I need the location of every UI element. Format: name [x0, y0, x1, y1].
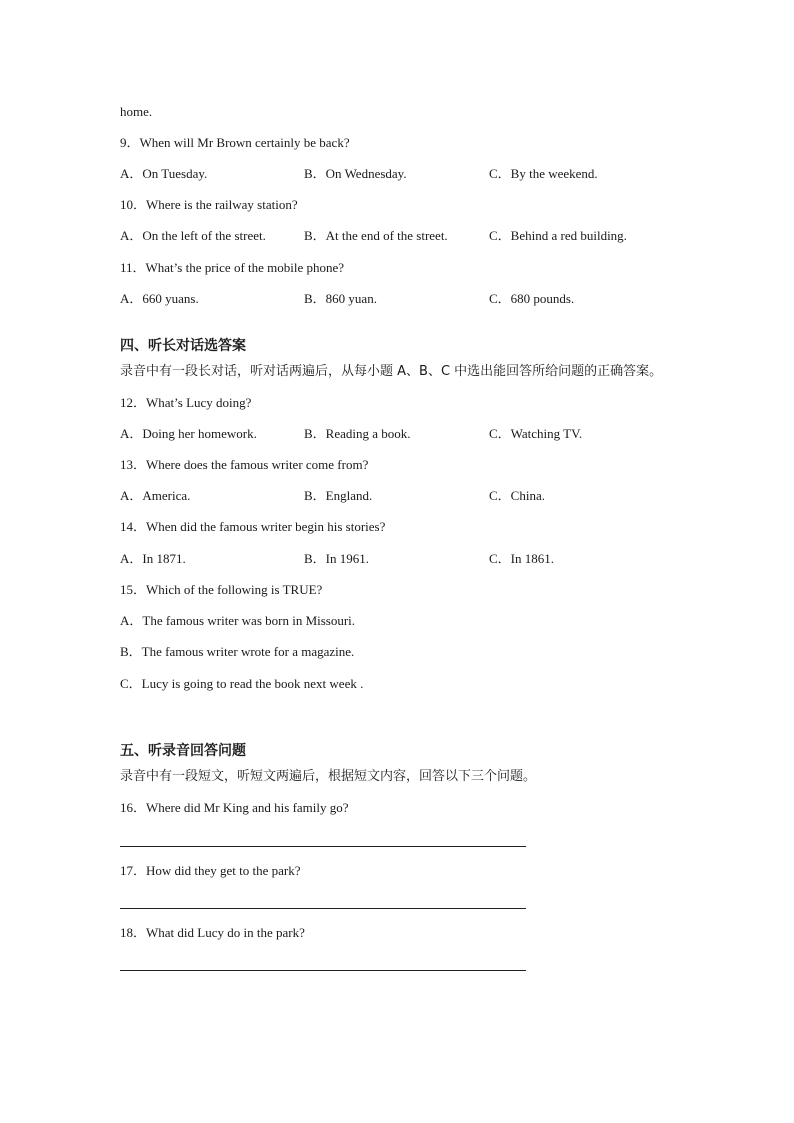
question-10: 10．Where is the railway station? — [120, 197, 298, 212]
q18-answer-line[interactable] — [120, 970, 526, 971]
question-14: 14．When did the famous writer begin his stories? — [120, 519, 386, 534]
q12-option-b: B．Reading a book. — [304, 426, 411, 441]
q11-option-a: A．660 yuans. — [120, 291, 199, 306]
q16-answer-line[interactable] — [120, 846, 526, 847]
q14-option-c: C．In 1861. — [489, 551, 555, 566]
q12-option-c: C．Watching TV. — [489, 426, 583, 441]
q15-option-c: C．Lucy is going to read the book next week . — [120, 676, 364, 691]
q15-option-a: A．The famous writer was born in Missouri. — [120, 613, 356, 628]
q13-option-b: B．England. — [304, 488, 373, 503]
question-16: 16．Where did Mr King and his family go? — [120, 800, 349, 815]
question-11: 11．What’s the price of the mobile phone? — [120, 260, 345, 275]
q10-option-b: B．At the end of the street. — [304, 228, 448, 243]
q13-option-a: A．America. — [120, 488, 191, 503]
q17-answer-line[interactable] — [120, 908, 526, 909]
section-5-instruction: 录音中有一段短文，听短文两遍后，根据短文内容，回答以下三个问题。 — [120, 769, 537, 784]
q13-option-c: C．China. — [489, 488, 545, 503]
continued-text: home. — [120, 104, 153, 119]
q15-option-b: B．The famous writer wrote for a magazine. — [120, 644, 355, 659]
q9-option-c: C．By the weekend. — [489, 166, 598, 181]
q11-option-c: C．680 pounds. — [489, 291, 575, 306]
q12-option-a: A．Doing her homework. — [120, 426, 257, 441]
question-13: 13．Where does the famous writer come from? — [120, 457, 369, 472]
q14-option-a: A．In 1871. — [120, 551, 186, 566]
q10-option-a: A．On the left of the street. — [120, 228, 266, 243]
section-4-instruction: 录音中有一段长对话，听对话两遍后，从每小题 A、B、C 中选出能回答所给问题的正确答案。 — [120, 364, 663, 379]
q10-option-c: C．Behind a red building. — [489, 228, 627, 243]
question-18: 18．What did Lucy do in the park? — [120, 925, 305, 940]
question-17: 17．How did they get to the park? — [120, 863, 301, 878]
section-5-title: 五、听录音回答问题 — [120, 743, 246, 759]
q9-option-b: B．On Wednesday. — [304, 166, 407, 181]
q14-option-b: B．In 1961. — [304, 551, 370, 566]
question-9: 9．When will Mr Brown certainly be back? — [120, 135, 350, 150]
q9-option-a: A．On Tuesday. — [120, 166, 208, 181]
q11-option-b: B．860 yuan. — [304, 291, 377, 306]
question-12: 12．What’s Lucy doing? — [120, 395, 252, 410]
section-4-title: 四、听长对话选答案 — [120, 338, 246, 354]
question-15: 15．Which of the following is TRUE? — [120, 582, 323, 597]
